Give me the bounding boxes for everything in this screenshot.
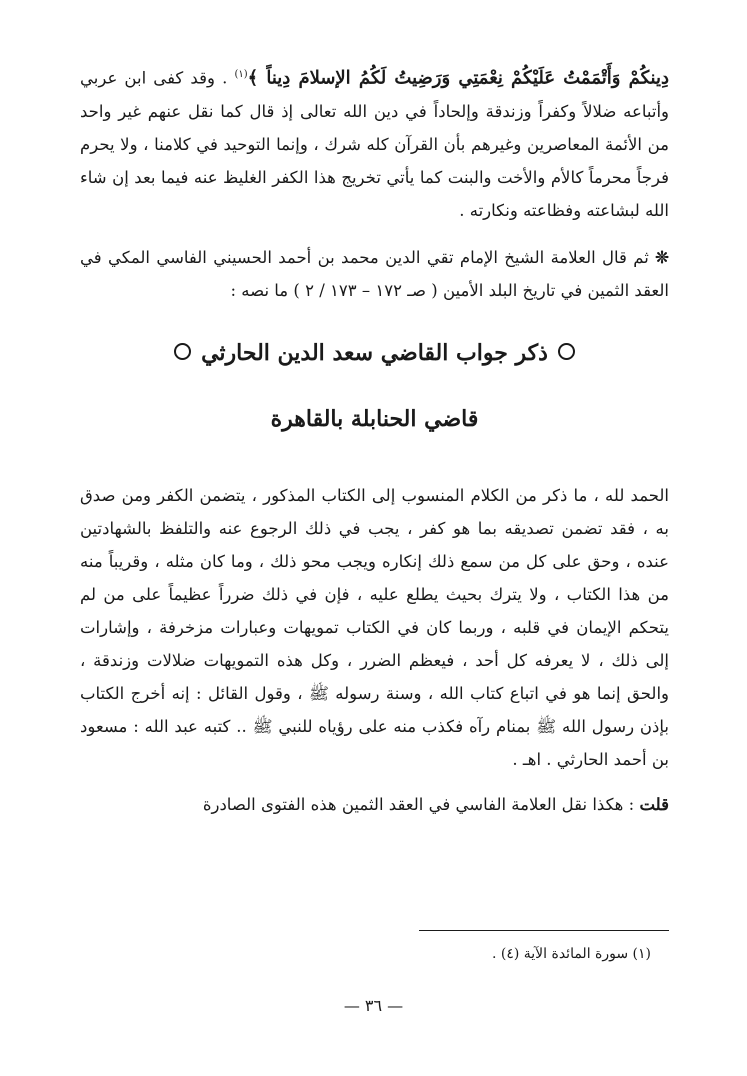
circle-icon [558,343,575,360]
quran-verse: دِينكُمْ وَأَتْمَمْتُ عَلَيْكُمْ نِعْمَتِي وَرَضِيتُ لَكُمُ الإسلامَ دِيناً ﴾ [247,67,669,89]
footnote: (١) سورة المائدة الآية (٤) . [491,946,651,962]
circle-icon [174,343,191,360]
section-heading [80,333,669,373]
paragraph-text: ثم قال العلامة الشيخ الإمام تقي الدين محمد بن أحمد الحسيني الفاسي المكي في العقد الثمين في تاريخ البلد الأمين ( صـ ١٧٢ – ١٧٣ / ٢ ) ما نصه : [80,247,669,300]
paragraph-text: : هكذا نقل العلامة الفاسي في العقد الثمين هذه الفتوى الصادرة [202,794,640,814]
section-heading-text: ذكر جواب القاضي سعد الدين الحارثي [201,339,548,366]
fatwa-text: الحمد لله ، ما ذكر من الكلام المنسوب إلى الكتاب المذكور ، يتضمن الكفر ومن صدق به ، فقد تضمن تصديقه بما هو كفر ، يجب في ذلك الرجوع عنه والتلفظ بالشهادتين عنده ، وحق على كل من سمع ذلك إنكاره ويجب محو ذلك ، وما كان مثله ، وقريباً منه من هذا الكتاب ، ولا يترك بحيث يطلع عليه ، فإن في ذلك ضرراً عظيماً على من لم يتحكم الإيمان في قلبه ، وربما كان في الكتاب تمويهات وعبارات مزخرفة ، وإشارات إلى ذلك ، لا يعرفه كل أحد ، فيعظم الضرر ، وكل هذه التمويهات ضلالات وزندقة ، والحق إنما هو في اتباع كتاب الله ، وسنة رسوله ﷺ ، وقول القائل : إنه أخرج الكتاب بإذن رسول الله ﷺ بمنام رآه فكذب منه على رؤياه للنبي ﷺ .. كتبه عبد الله : مسعود بن أحمد الحارثي . اهـ . [80,485,669,769]
section-subheading: قاضي الحنابلة بالقاهرة [270,405,479,432]
page-number: — ٣٦ — [343,996,404,1015]
comment-keyword: قلت [639,794,669,814]
paragraph-comment [80,788,669,821]
asterism-icon: ❊ [655,247,669,267]
paragraph-text: . وقد كفى ابن عربي وأتباعه ضلالاً وكفراً وزندقة وإلحاداً في دين الله تعالى إذ قال كما نقل عنهم غير واحد من الأئمة المعاصرين وغيرهم بأن القرآن كله شرك ، وإنما التوحيد في كلامنا ، ولا يحرم فرجاً محرماً كالأم والأخت والبنت كما يأتي تخريج هذا الكفر الغليظ عنه فيما بعد إن شاء الله لبشاعته وفظاعته ونكارته . [80,68,669,220]
paragraph-citation [80,241,669,307]
footnote-reference: (١) [234,69,248,80]
footnote-divider [419,930,669,931]
paragraph-quran-quote [80,58,669,227]
